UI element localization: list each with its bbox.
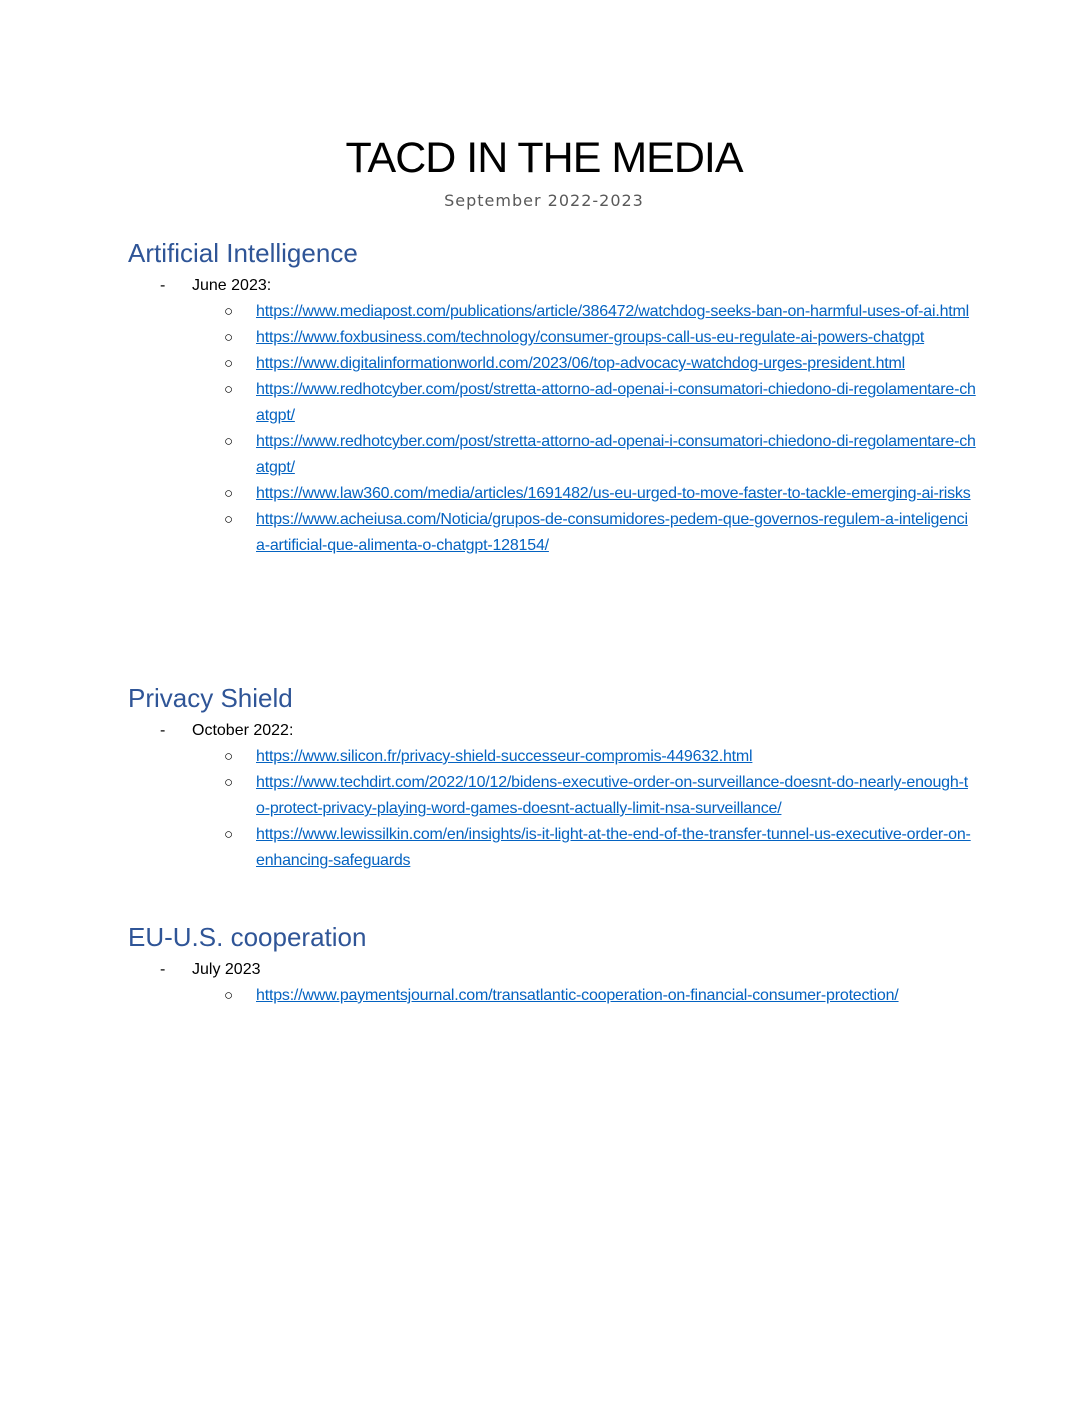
link-list-item xyxy=(224,299,978,325)
section-heading: Artificial Intelligence xyxy=(128,238,358,268)
article-link[interactable]: https://www.foxbusiness.com/technology/consumer-groups-call-us-eu-regulate-ai-powers-chatgpt xyxy=(256,329,925,346)
link-list-item xyxy=(224,481,978,507)
article-link[interactable]: https://www.silicon.fr/privacy-shield-successeur-compromis-449632.html xyxy=(256,748,753,765)
link-list-item xyxy=(224,507,978,559)
circle-bullet-icon: ○ xyxy=(224,433,233,450)
dash-marker: - xyxy=(160,277,166,294)
page-title: TACD IN THE MEDIA xyxy=(345,134,743,182)
link-list xyxy=(128,744,978,874)
article-link[interactable]: https://www.paymentsjournal.com/transatlantic-cooperation-on-financial-consumer-protection/ xyxy=(256,987,899,1004)
circle-bullet-icon: ○ xyxy=(224,511,233,528)
date-item xyxy=(160,957,978,983)
dash-marker: - xyxy=(160,722,166,739)
link-list-item xyxy=(224,744,978,770)
page-subtitle: September 2022-2023 xyxy=(444,191,644,210)
article-link[interactable]: https://www.redhotcyber.com/post/stretta-attorno-ad-openai-i-consumatori-chiedono-di-regolamentare-chatgpt/ xyxy=(256,433,976,476)
section-artificial-intelligence xyxy=(128,238,978,559)
date-label: June 2023: xyxy=(192,277,272,294)
circle-bullet-icon: ○ xyxy=(224,381,233,398)
section-privacy-shield xyxy=(128,683,978,874)
article-link[interactable]: https://www.techdirt.com/2022/10/12/bidens-executive-order-on-surveillance-doesnt-do-nearly-enough-to-protect-privacy-playing-word-games-doesnt-actually-limit-nsa-surveillance/ xyxy=(256,774,968,817)
article-link[interactable]: https://www.digitalinformationworld.com/2023/06/top-advocacy-watchdog-urges-president.html xyxy=(256,355,905,372)
link-list-item xyxy=(224,325,978,351)
circle-bullet-icon: ○ xyxy=(224,329,233,346)
circle-bullet-icon: ○ xyxy=(224,485,233,502)
link-list xyxy=(128,299,978,559)
dash-marker: - xyxy=(160,961,166,978)
article-link[interactable]: https://www.acheiusa.com/Noticia/grupos-de-consumidores-pedem-que-governos-regulem-a-inteligencia-artificial-que-alimenta-o-chatgpt-128154/ xyxy=(256,511,968,554)
link-list-item xyxy=(224,351,978,377)
circle-bullet-icon: ○ xyxy=(224,303,233,320)
section-heading: EU-U.S. cooperation xyxy=(128,922,367,952)
link-list-item xyxy=(224,770,978,822)
circle-bullet-icon: ○ xyxy=(224,774,233,791)
date-label: July 2023 xyxy=(192,961,261,978)
date-item xyxy=(160,273,978,299)
section-eu-us-cooperation xyxy=(128,922,978,1009)
link-list xyxy=(128,983,978,1009)
link-list-item xyxy=(224,377,978,429)
circle-bullet-icon: ○ xyxy=(224,987,233,1004)
date-label: October 2022: xyxy=(192,722,294,739)
article-link[interactable]: https://www.redhotcyber.com/post/stretta-attorno-ad-openai-i-consumatori-chiedono-di-regolamentare-chatgpt/ xyxy=(256,381,976,424)
article-link[interactable]: https://www.law360.com/media/articles/1691482/us-eu-urged-to-move-faster-to-tackle-emerging-ai-risks xyxy=(256,485,971,502)
section-heading: Privacy Shield xyxy=(128,683,293,713)
link-list-item xyxy=(224,429,978,481)
link-list-item xyxy=(224,822,978,874)
circle-bullet-icon: ○ xyxy=(224,748,233,765)
article-link[interactable]: https://www.lewissilkin.com/en/insights/is-it-light-at-the-end-of-the-transfer-tunnel-us-executive-order-on-enhancing-safeguards xyxy=(256,826,971,869)
article-link[interactable]: https://www.mediapost.com/publications/article/386472/watchdog-seeks-ban-on-harmful-uses-of-ai.html xyxy=(256,303,969,320)
circle-bullet-icon: ○ xyxy=(224,355,233,372)
link-list-item xyxy=(224,983,978,1009)
circle-bullet-icon: ○ xyxy=(224,826,233,843)
date-item xyxy=(160,718,978,744)
